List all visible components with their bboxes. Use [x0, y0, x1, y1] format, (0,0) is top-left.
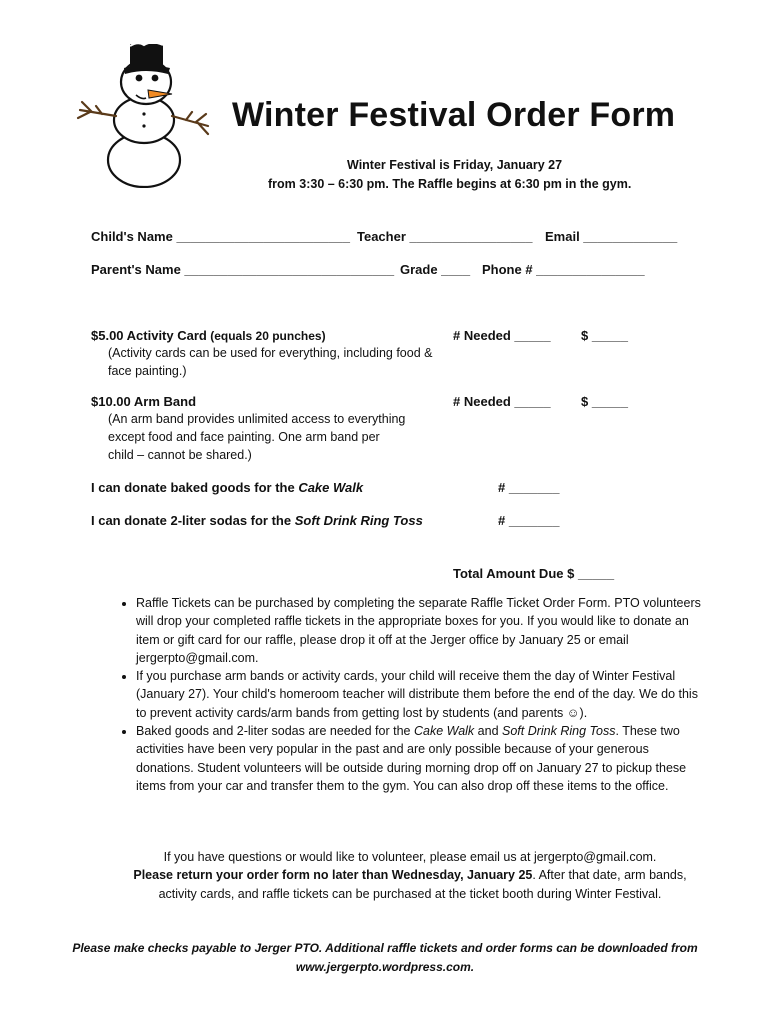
list-item: • If you purchase arm bands or activity cards, your child will receive them the day of Winter Festival (January 27). Your child's homeroom teacher will distribute them before the end of the day. We do this to prevent activity cards/arm bands from getting lost by students (and parents ☺).: [136, 667, 704, 722]
soda-prefix: I can donate 2-liter sodas for the: [91, 513, 295, 528]
closing-questions: If you have questions or would like to volunteer, please email us at jergerpto@gmail.com.: [163, 850, 657, 864]
event-time: from 3:30 – 6:30 pm. The Raffle begins at 6:30 pm in the gym.: [268, 177, 632, 191]
page-title: Winter Festival Order Form: [232, 96, 676, 134]
snowman-image: [72, 38, 217, 188]
teacher-field[interactable]: Teacher _________________: [357, 229, 533, 244]
parent-name-field[interactable]: Parent's Name _____________________________: [91, 262, 395, 277]
child-name-field[interactable]: Child's Name ________________________: [91, 229, 350, 244]
list-item: [136, 722, 704, 795]
soda-label: [91, 513, 423, 528]
list-item: • Raffle Tickets can be purchased by completing the separate Raffle Ticket Order Form. PTO volunteers will drop your completed raffle tickets in the appropriate boxes for you. If you would like to donate an item or gift card for our raffle, please drop it off at the Jerger office by January 25 or email jergerpto@gmail.com.: [136, 594, 704, 667]
activity-card-punches: (equals 20 punches): [206, 329, 326, 343]
soda-emphasis: Soft Drink Ring Toss: [294, 513, 423, 528]
cake-walk-emphasis: Cake Walk: [298, 480, 364, 495]
closing-rest: . After that date, arm bands, activity cards, and raffle tickets can be purchased at the ticket booth during Winter Festival.: [158, 868, 687, 901]
activity-card-note: (Activity cards can be used for everything, including food & face painting.): [108, 346, 433, 378]
email-field[interactable]: Email _____________: [545, 229, 678, 244]
b3-text-c: . These two activities have been very popular in the past and are only possible because of your generous donations. Student volunteers will be outside during morning drop off on January 27 to pickup these items from your car and transfer them to the gym. You can also drop off these items to the office.: [136, 724, 687, 793]
cake-walk-label: [91, 480, 363, 495]
event-date: Winter Festival is Friday, January 27: [347, 158, 563, 172]
grade-field[interactable]: Grade ____: [400, 262, 471, 277]
b3-ring-toss: Soft Drink Ring Toss: [502, 724, 616, 739]
arm-band-needed-field[interactable]: # Needed _____: [453, 394, 551, 409]
total-amount-field[interactable]: Total Amount Due $ _____: [453, 566, 615, 581]
info-list: [113, 594, 704, 795]
b3-text-b: and: [474, 724, 502, 739]
activity-card-needed-field[interactable]: # Needed _____: [453, 328, 551, 343]
b3-text-a: Baked goods and 2-liter sodas are needed for the: [136, 724, 414, 739]
phone-field[interactable]: Phone # _______________: [482, 262, 645, 277]
cake-walk-prefix: I can donate baked goods for the: [91, 480, 299, 495]
soda-count-field[interactable]: # _______: [498, 513, 560, 528]
footer-website-link[interactable]: www.jergerpto.wordpress.com.: [295, 960, 475, 974]
cake-walk-count-field[interactable]: # _______: [498, 480, 560, 495]
footer-note: [40, 939, 730, 977]
footer-checks: Please make checks payable to Jerger PTO. Additional raffle tickets and order forms can be downloaded from: [72, 941, 698, 955]
arm-band-note: (An arm band provides unlimited access to everything except food and face painting. One arm band per child – cannot be shared.): [108, 412, 406, 462]
activity-card-price: $5.00 Activity Card: [91, 328, 207, 343]
arm-band-label: $10.00 Arm Band: [91, 394, 197, 409]
b3-cake-walk: Cake Walk: [413, 724, 475, 739]
return-deadline: Please return your order form no later than Wednesday, January 25: [133, 868, 533, 883]
activity-card-amount-field[interactable]: $ _____: [581, 328, 628, 343]
closing-paragraph: [130, 848, 690, 903]
activity-card-label: [91, 328, 326, 343]
arm-band-amount-field[interactable]: $ _____: [581, 394, 628, 409]
